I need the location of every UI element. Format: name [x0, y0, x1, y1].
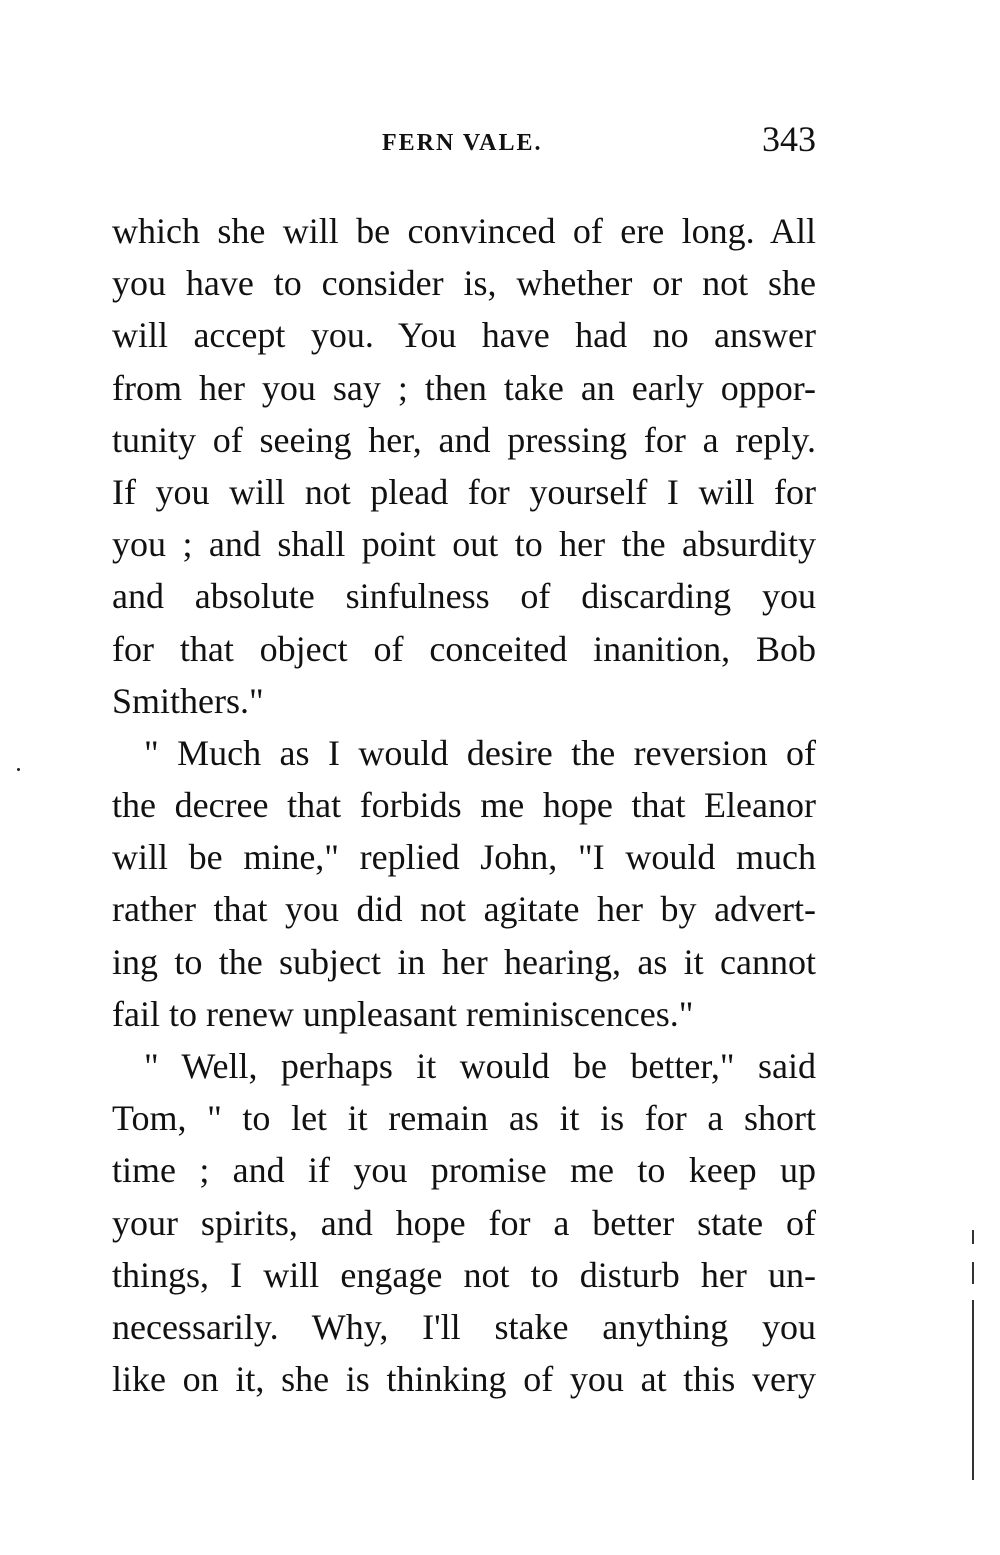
text-line: Smithers.": [112, 680, 264, 721]
text-line: you have to consider is, whether or not she: [112, 263, 816, 304]
text-line: the decree that forbids me hope that Eleanor: [112, 785, 816, 826]
text-line: things, I will engage not to disturb her un-: [112, 1254, 816, 1295]
text-line: necessarily. Why, I'll stake anything you: [112, 1306, 816, 1347]
text-line: from her you say ; then take an early oppor-: [112, 367, 816, 408]
page-number: 343: [762, 119, 816, 159]
text-line: for that object of conceited inanition, Bob: [112, 628, 816, 669]
text-line: your spirits, and hope for a better state of: [112, 1202, 816, 1243]
text-line: time ; and if you promise me to keep up: [112, 1150, 816, 1191]
text-line: will accept you. You have had no answer: [112, 315, 816, 356]
running-title: FERN VALE.: [382, 130, 543, 156]
text-line: Tom, " to let it remain as it is for a short: [112, 1098, 816, 1139]
scan-edge-mark: [972, 1300, 974, 1480]
text-line: ing to the subject in her hearing, as it cannot: [112, 941, 816, 982]
page-header: [112, 118, 816, 168]
text-line: " Much as I would desire the reversion of: [144, 732, 816, 773]
text-line: which she will be convinced of ere long. All: [112, 211, 816, 251]
text-line: and absolute sinfulness of discarding you: [112, 576, 816, 617]
text-line: tunity of seeing her, and pressing for a reply.: [112, 419, 816, 460]
scan-edge-mark: [972, 1262, 974, 1284]
scan-edge-mark: [972, 1230, 974, 1244]
text-line: " Well, perhaps it would be better," said: [144, 1046, 816, 1086]
text-line: will be mine," replied John, "I would much: [112, 837, 816, 878]
text-line: If you will not plead for yourself I will for: [112, 471, 816, 512]
margin-speck: [17, 768, 20, 771]
text-line: like on it, she is thinking of you at this very: [112, 1359, 816, 1400]
body-text: [112, 205, 816, 1405]
text-line: rather that you did not agitate her by advert-: [112, 889, 816, 930]
text-line: you ; and shall point out to her the absurdity: [112, 524, 816, 565]
text-line: fail to renew unpleasant reminiscences.": [112, 993, 694, 1034]
